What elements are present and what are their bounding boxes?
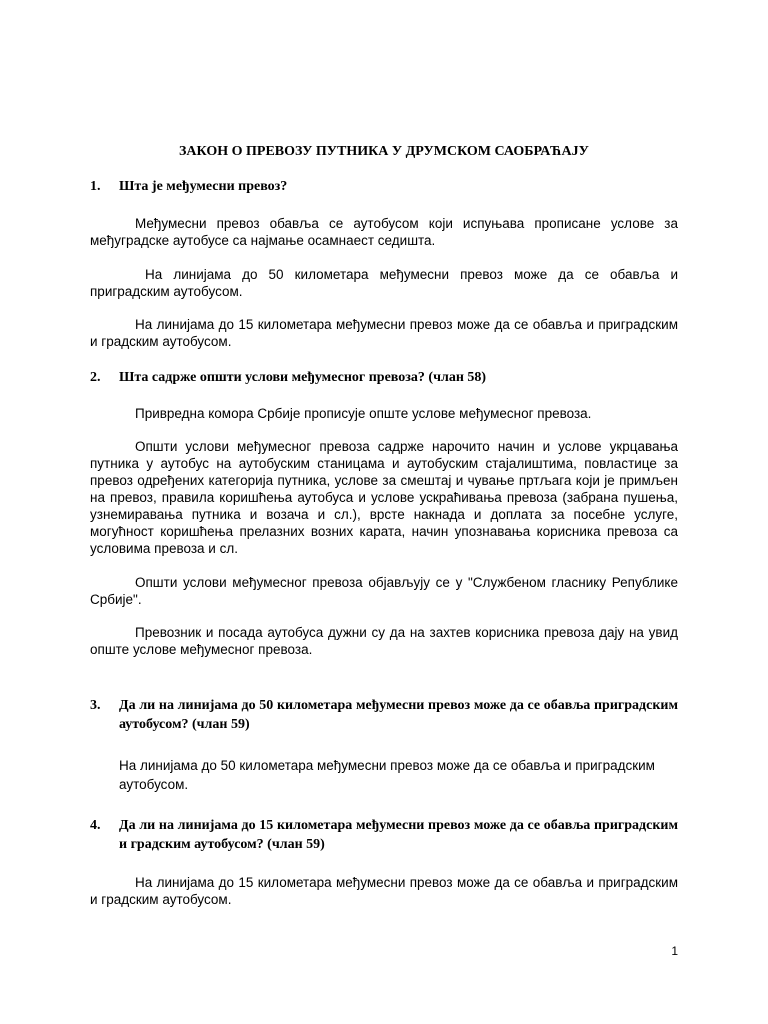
question-number: 4. xyxy=(90,818,101,833)
paragraph: Превозник и посада аутобуса дужни су да на захтев корисника превоза дају на увид опште услове међумесног превоза. xyxy=(90,625,678,657)
question-number: 3. xyxy=(90,698,101,713)
paragraph: Општи услови међумесног превоза објављују се у "Службеном гласнику Републике Србије". xyxy=(90,575,678,607)
paragraph: Привредна комора Србије прописује опште услове међумесног превоза. xyxy=(135,406,592,421)
question-text: Шта је међумесни превоз? xyxy=(119,179,288,194)
question-3-heading xyxy=(90,696,678,734)
paragraph: Општи услови међумесног превоза садрже нарочито начин и услове укрцавања путника у аутобус на аутобуским станицама и аутобуским стајалиштима, повластице за превоз одређених категорија путника, услове за смештај и чување пртљага који је примљен на превоз, правила коришћења аутобуса и услове ускраћивања превоза (забрана пушења, узнемиравања путника и возача и сл.), врсте накнада и доплата за посебне услуге, могућност коришћења прелазних возних карата, начин упознавања корисника превоза са условима превоза и сл. xyxy=(90,439,678,556)
question-number: 2. xyxy=(90,370,101,385)
paragraph: На линијама до 50 километара међумесни превоз може да се обавља и приградским аутобусом. xyxy=(119,758,655,792)
document-title: ЗАКОН О ПРЕВОЗУ ПУТНИКА У ДРУМСКОМ САОБРАЋАЈУ xyxy=(179,144,589,159)
page-number: 1 xyxy=(671,944,678,958)
question-1-heading xyxy=(90,177,678,196)
paragraph: На линијама до 15 километара међумесни превоз може да се обавља и приградским и градским аутобусом. xyxy=(90,875,678,907)
question-number: 1. xyxy=(90,179,101,194)
paragraph: На линијама до 50 километара међумесни превоз може да се обавља и приградским аутобусом. xyxy=(90,267,678,299)
question-4-heading xyxy=(90,816,678,854)
paragraph: На линијама до 15 километара међумесни превоз може да се обавља и приградским и градским аутобусом. xyxy=(90,317,678,349)
paragraph: Међумесни превоз обавља се аутобусом који испуњава прописане услове за међуградске аутобусе са најмање осамнаест седишта. xyxy=(90,216,678,248)
question-2-heading xyxy=(90,368,678,387)
question-text: Да ли на линијама до 15 километара међумесни превоз може да се обавља приградским и градским аутобусом? (члан 59) xyxy=(119,818,678,852)
question-text: Да ли на линијама до 50 километара међумесни превоз може да се обавља приградским аутобусом? (члан 59) xyxy=(119,698,678,732)
question-text: Шта садрже општи услови међумесног превоза? (члан 58) xyxy=(119,370,487,385)
